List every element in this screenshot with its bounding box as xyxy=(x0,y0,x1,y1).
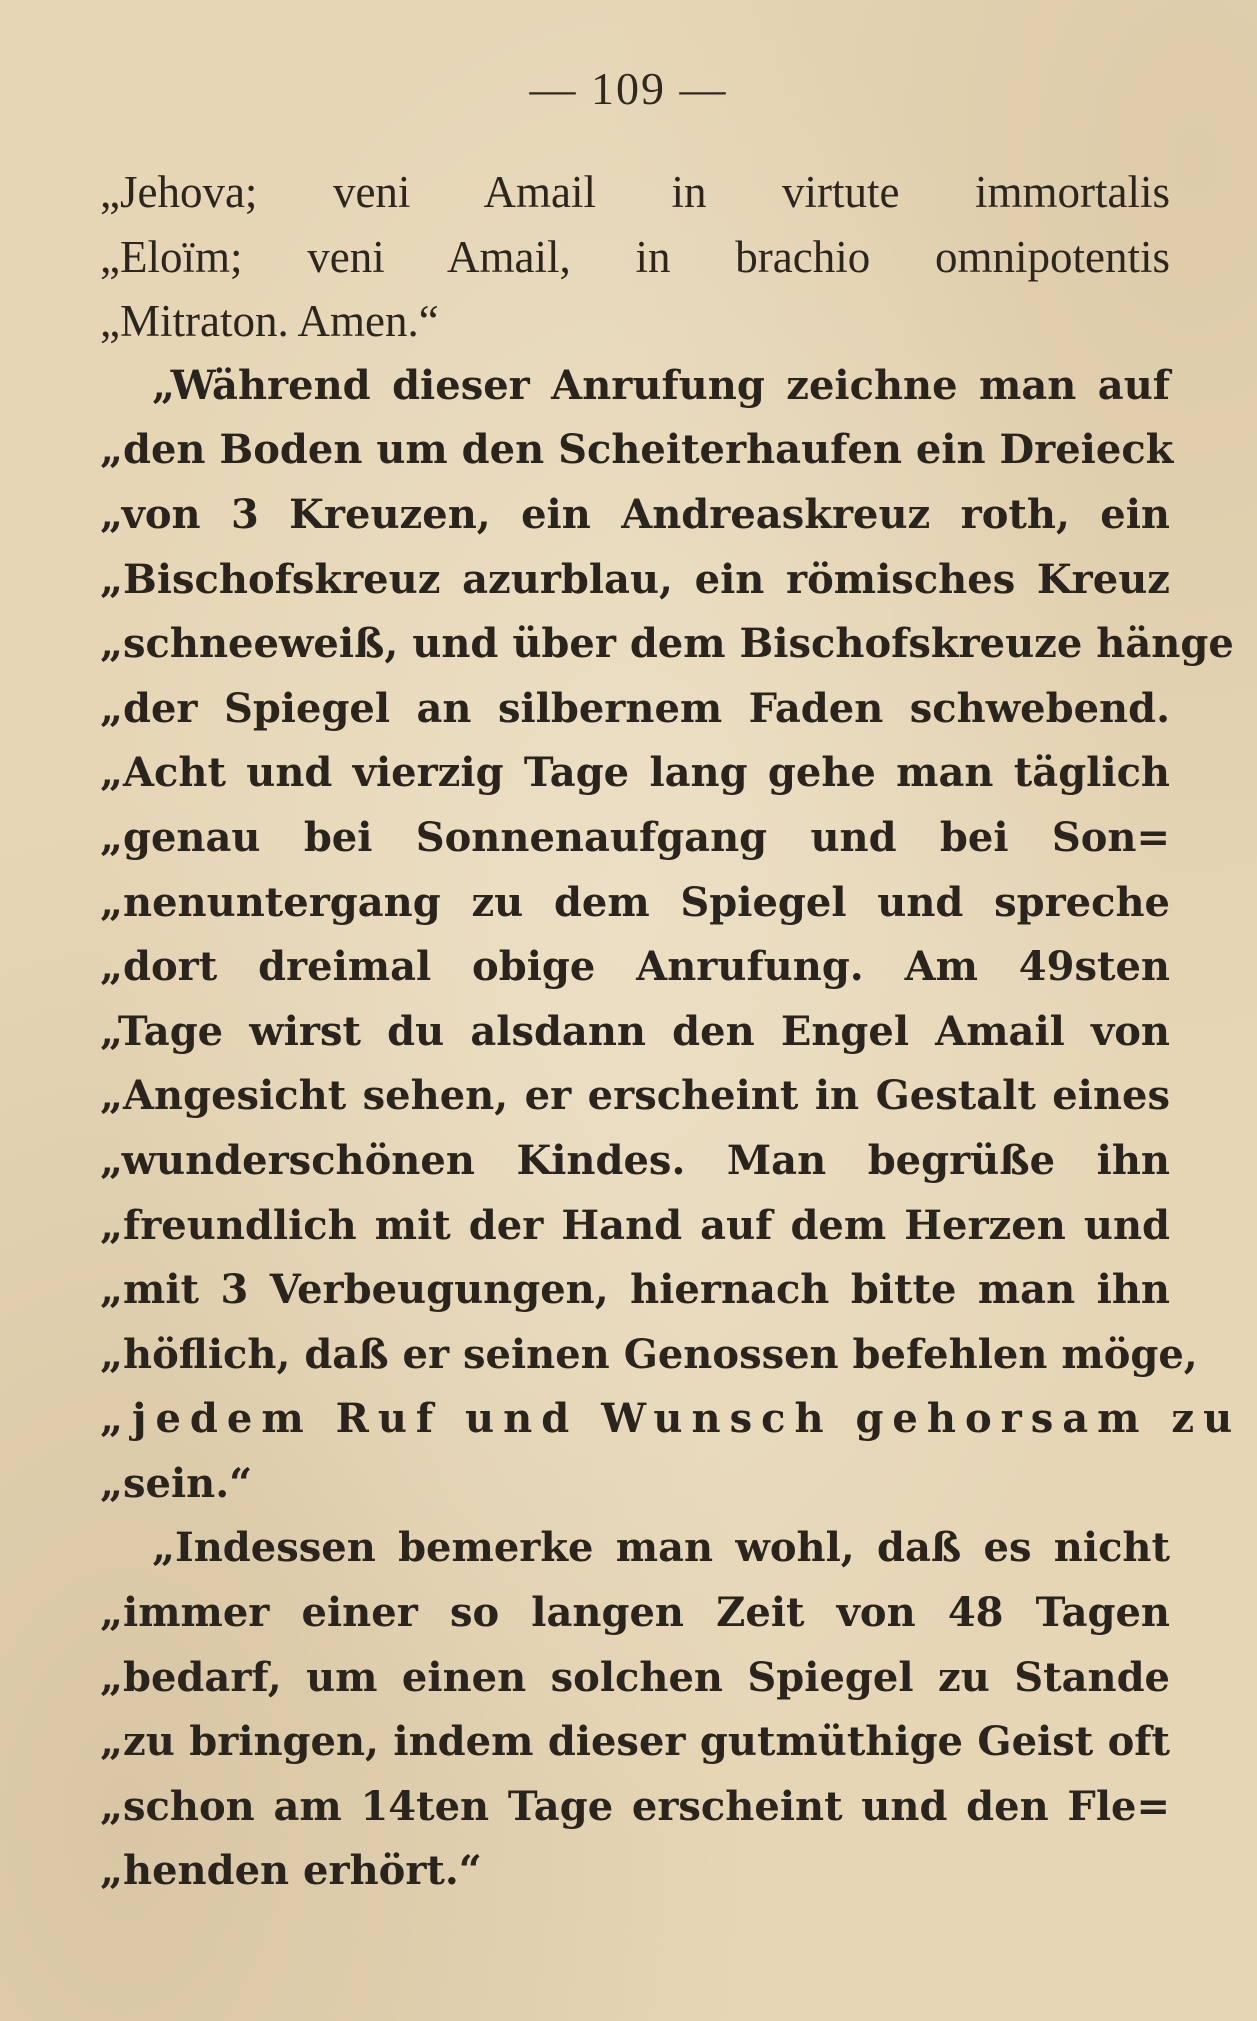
text-line: „von 3 Kreuzen, ein Andreaskreuz roth, ein xyxy=(100,490,1170,538)
text-line: „dort dreimal obige Anrufung. Am 49sten xyxy=(100,943,1170,991)
body-text xyxy=(100,160,1242,1904)
text-line: „wunderschönen Kindes. Man begrüße ihn xyxy=(100,1136,1170,1184)
text-line: „Angesicht sehen, er erscheint in Gestalt eines xyxy=(100,1072,1170,1120)
text-line: „Mitraton. Amen.“ xyxy=(100,296,439,347)
text-line: „den Boden um den Scheiterhaufen ein Dreieck xyxy=(100,426,1174,474)
text-line: „zu bringen, indem dieser gutmüthige Geist oft xyxy=(100,1718,1170,1766)
text-line: „nenuntergang zu dem Spiegel und spreche xyxy=(100,878,1170,926)
text-line: „sein.“ xyxy=(100,1459,253,1507)
text-line: „genau bei Sonnenaufgang und bei Son= xyxy=(100,813,1170,861)
text-line: „der Spiegel an silbernem Faden schwebend. xyxy=(100,684,1170,732)
text-line: „schon am 14ten Tage erscheint und den Fle= xyxy=(100,1782,1170,1830)
text-line: „schneeweiß, und über dem Bischofskreuze hänge xyxy=(100,620,1234,668)
text-line: „Während dieser Anrufung zeichne man auf xyxy=(152,361,1170,409)
text-line: „bedarf, um einen solchen Spiegel zu Stande xyxy=(100,1653,1170,1701)
text-line: „Tage wirst du alsdann den Engel Amail von xyxy=(100,1007,1170,1055)
text-line: „immer einer so langen Zeit von 48 Tagen xyxy=(100,1589,1170,1637)
text-line: „Jehova; veni Amail in virtute immortalis xyxy=(100,167,1170,217)
text-line: „höflich, daß er seinen Genossen befehlen möge, xyxy=(100,1330,1198,1378)
text-line: „henden erhört.“ xyxy=(100,1847,482,1895)
text-line: „mit 3 Verbeugungen, hiernach bitte man ihn xyxy=(100,1266,1170,1314)
text-line: „Bischofskreuz azurblau, ein römisches Kreuz xyxy=(100,555,1170,603)
text-line: „jedem Ruf und Wunsch gehorsam zu xyxy=(100,1395,1242,1443)
page-number: — 109 — xyxy=(529,63,728,114)
text-line: „Acht und vierzig Tage lang gehe man täglich xyxy=(100,749,1170,797)
text-line: „freundlich mit der Hand auf dem Herzen und xyxy=(100,1201,1170,1249)
text-line: „Eloïm; veni Amail, in brachio omnipotentis xyxy=(100,231,1170,282)
text-line: „Indessen bemerke man wohl, daß es nicht xyxy=(152,1524,1170,1572)
